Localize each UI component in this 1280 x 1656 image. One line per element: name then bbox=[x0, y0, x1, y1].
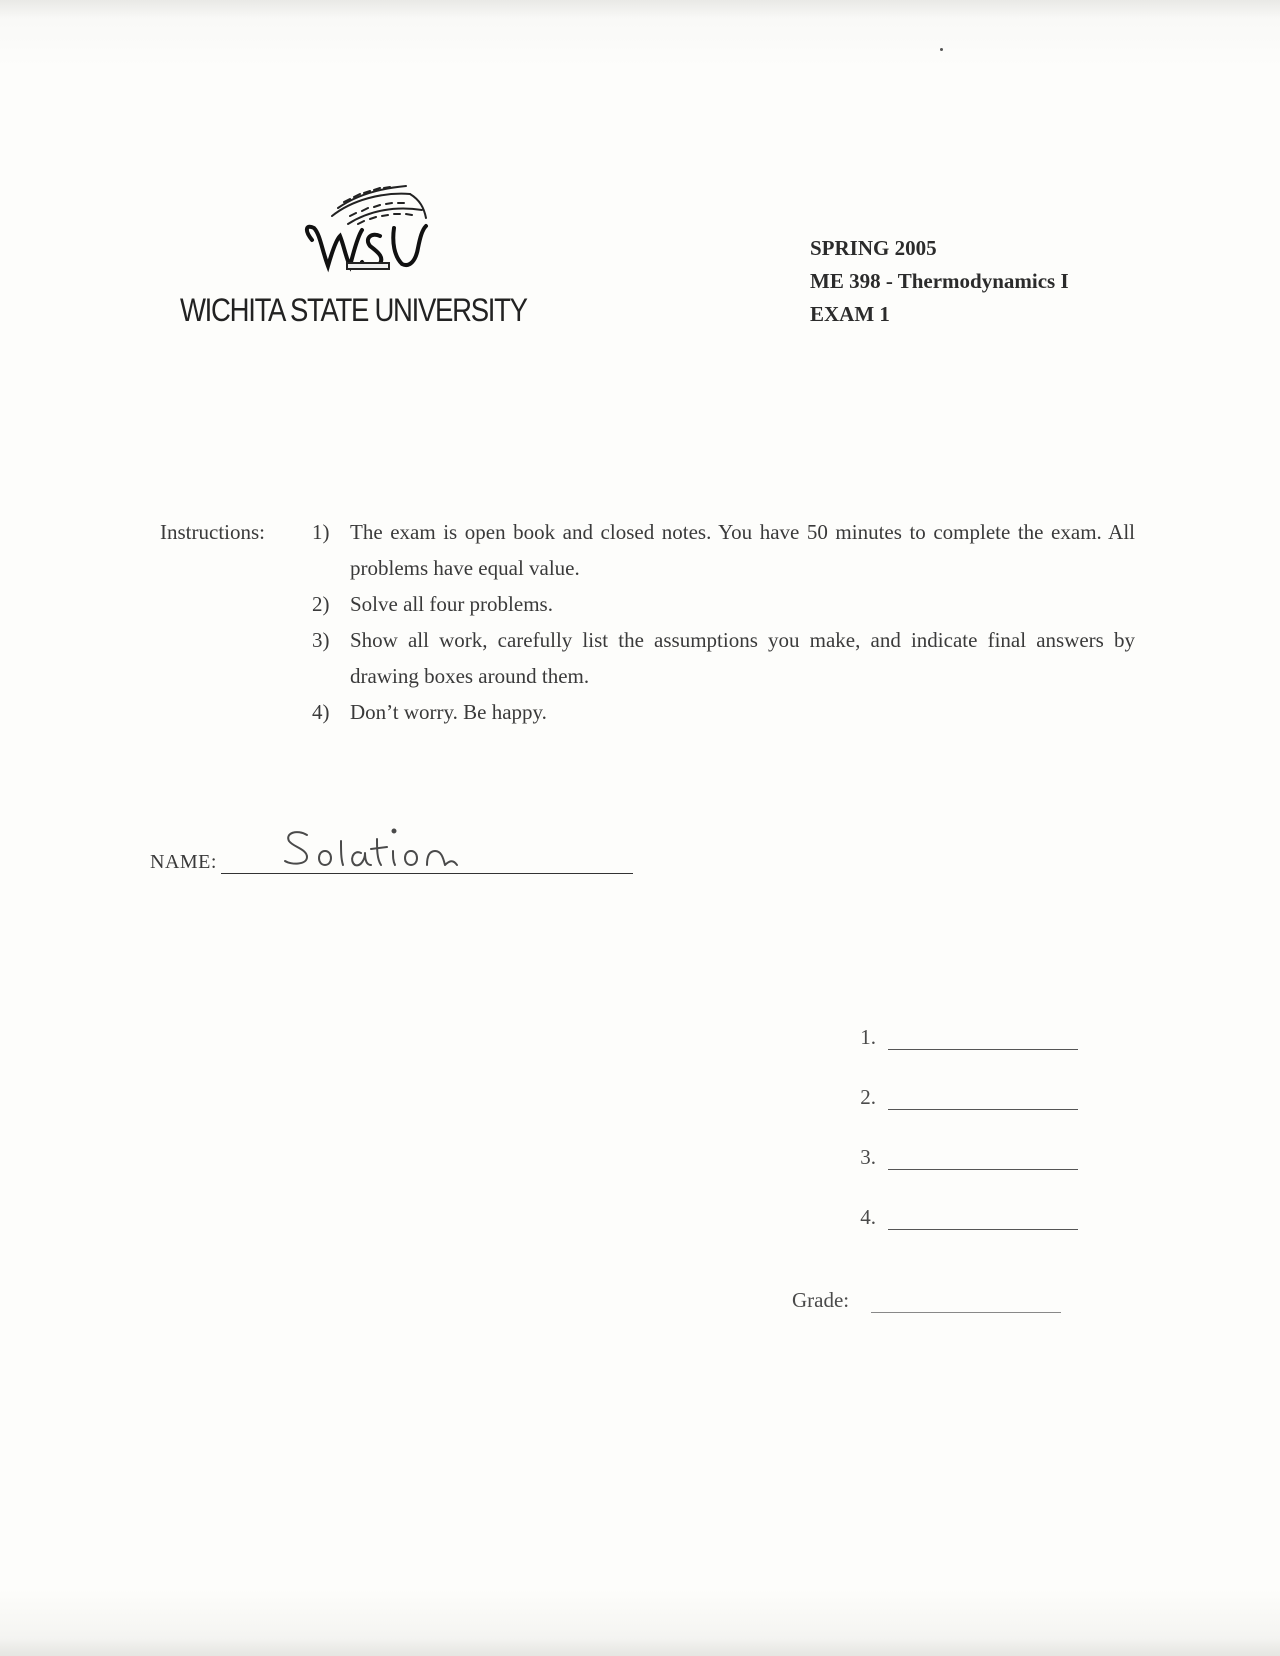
exam-title: EXAM 1 bbox=[810, 302, 890, 326]
course-info bbox=[810, 232, 1069, 331]
score-number: 2. bbox=[860, 1085, 876, 1109]
instruction-item bbox=[160, 622, 1135, 694]
instruction-item bbox=[160, 586, 1135, 622]
grade-row bbox=[792, 1288, 1061, 1313]
score-number: 1. bbox=[860, 1025, 876, 1049]
score-row bbox=[846, 990, 1078, 1050]
instruction-number: 3) bbox=[312, 628, 330, 652]
course-term: SPRING 2005 bbox=[810, 236, 937, 260]
grade-label: Grade: bbox=[792, 1288, 850, 1312]
instruction-number: 1) bbox=[312, 520, 330, 544]
grade-blank[interactable] bbox=[871, 1290, 1061, 1313]
score-blank[interactable] bbox=[888, 1027, 1078, 1050]
scan-top-edge bbox=[0, 0, 1280, 18]
instruction-text: Don’t worry. Be happy. bbox=[350, 700, 547, 724]
university-name: WICHITA STATE UNIVERSITY bbox=[180, 292, 527, 328]
score-blank[interactable] bbox=[888, 1147, 1078, 1170]
score-row bbox=[846, 1170, 1078, 1230]
scan-bottom-edge bbox=[0, 1638, 1280, 1656]
score-list bbox=[846, 990, 1078, 1230]
instruction-number: 4) bbox=[312, 700, 330, 724]
score-number: 3. bbox=[860, 1145, 876, 1169]
score-blank[interactable] bbox=[888, 1087, 1078, 1110]
score-row bbox=[846, 1110, 1078, 1170]
instruction-item bbox=[160, 694, 1135, 730]
handwritten-name-signature bbox=[277, 821, 487, 877]
score-number: 4. bbox=[860, 1205, 876, 1229]
scan-speck bbox=[940, 48, 943, 51]
instruction-text: Solve all four problems. bbox=[350, 592, 553, 616]
wsu-wheat-logo-icon bbox=[292, 180, 442, 288]
instruction-number: 2) bbox=[312, 592, 330, 616]
instructions-label: Instructions: bbox=[160, 520, 265, 544]
instruction-text: The exam is open book and closed notes. You have 50 minutes to complete the exam. All problems have equal value. bbox=[350, 520, 1135, 580]
instruction-text: Show all work, carefully list the assumptions you make, and indicate final answers by drawing boxes around them. bbox=[350, 628, 1135, 688]
name-field[interactable] bbox=[221, 845, 633, 874]
name-label: NAME: bbox=[150, 851, 217, 873]
name-field-row bbox=[150, 845, 633, 874]
instruction-item bbox=[160, 514, 1135, 586]
score-blank[interactable] bbox=[888, 1207, 1078, 1230]
score-row bbox=[846, 1050, 1078, 1110]
university-logo bbox=[180, 180, 560, 330]
course-title: ME 398 - Thermodynamics I bbox=[810, 269, 1069, 293]
instructions-block bbox=[160, 514, 1135, 730]
